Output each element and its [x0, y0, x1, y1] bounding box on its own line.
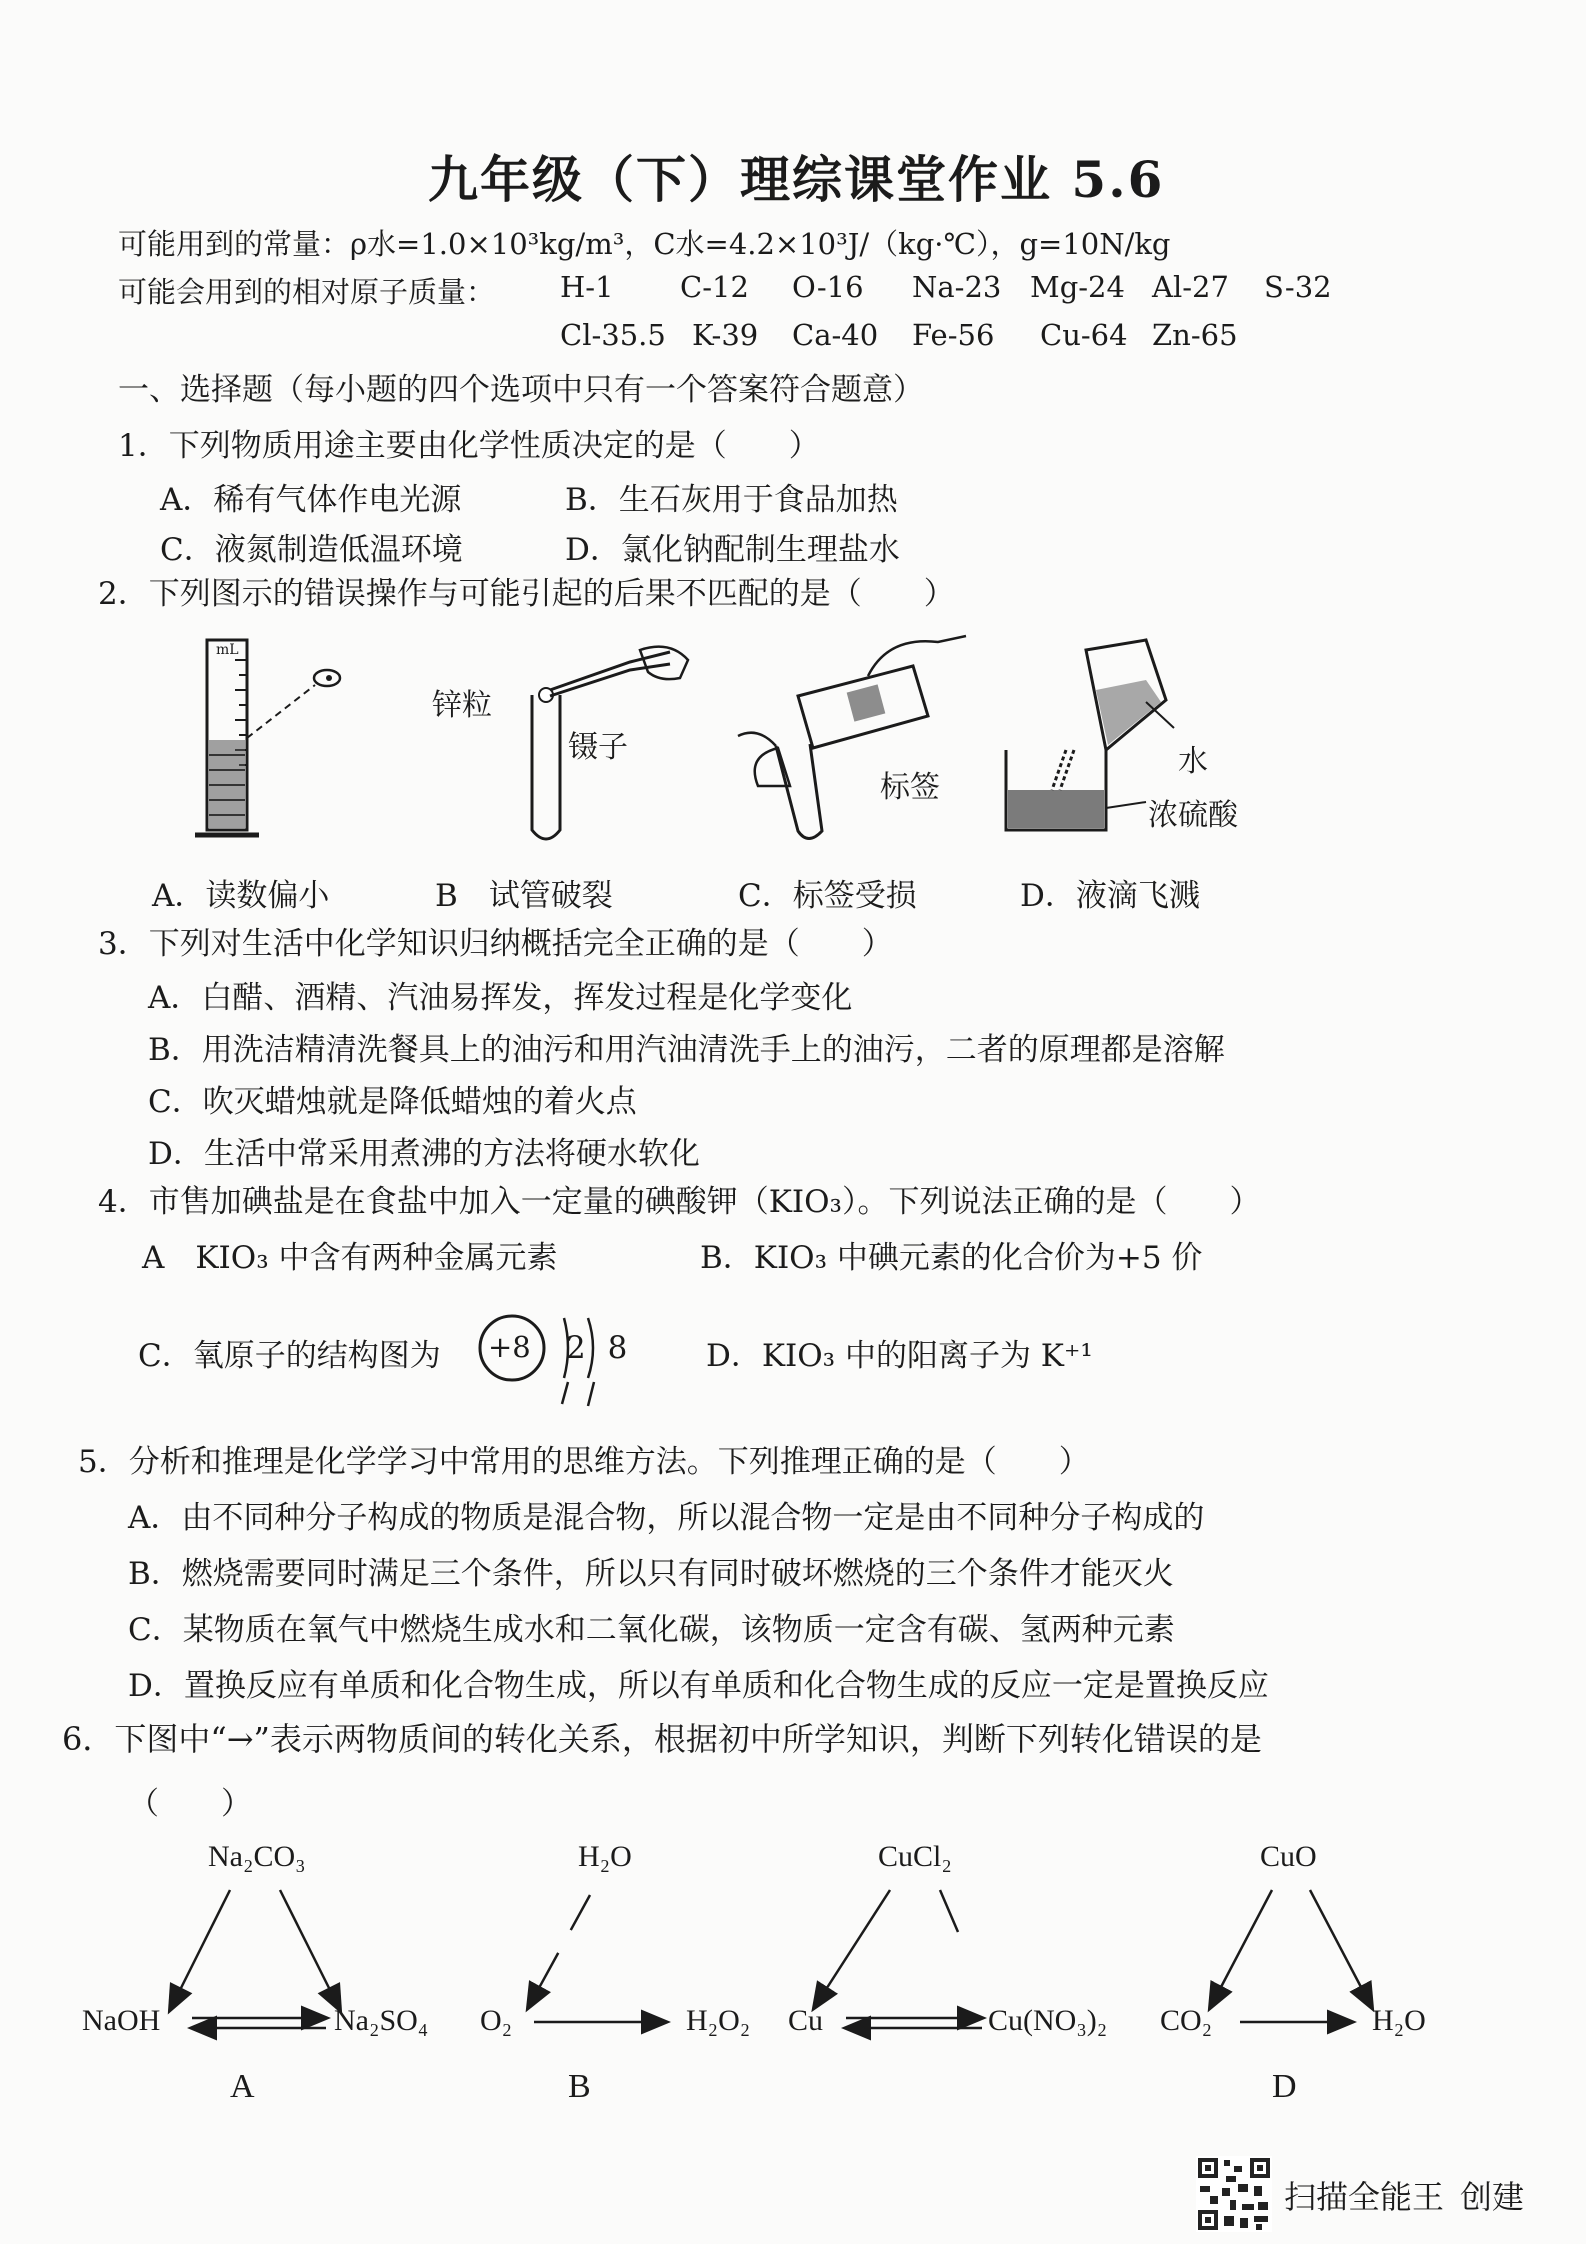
- q4-option-b: B．KIO₃ 中碘元素的化合价为+5 价: [700, 1240, 1203, 1276]
- q1-option-c: C．液氮制造低温环境: [160, 532, 463, 568]
- atomic-mass-row2-4: Cu-64: [1040, 318, 1128, 352]
- q2-option-d: D．液滴飞溅: [1020, 878, 1200, 914]
- q3-option-a: A．白醋、酒精、汽油易挥发，挥发过程是化学变化: [148, 980, 853, 1016]
- q5-stem: 5．分析和推理是化学学习中常用的思维方法。下列推理正确的是（ ）: [78, 1444, 1090, 1480]
- watermark-brand: 扫描全能王: [1284, 2178, 1445, 2216]
- diagram-b-tag: B: [568, 2068, 591, 2105]
- atomic-mass-label: 可能会用到的相对原子质量：: [118, 275, 496, 309]
- q4-stem: 4．市售加碘盐是在食盐中加入一定量的碘酸钾（KIO₃）。下列说法正确的是（ ）: [98, 1184, 1261, 1220]
- q5-option-c: C．某物质在氧气中燃烧生成水和二氧化碳，该物质一定含有碳、氢两种元素: [128, 1612, 1175, 1648]
- graduated-cylinder-figure: [195, 630, 395, 854]
- section-heading: 一、选择题（每小题的四个选项中只有一个答案符合题意）: [118, 372, 924, 408]
- atomic-mass-2: O-16: [792, 270, 864, 304]
- q5-option-d: D．置换反应有单质和化合物生成，所以有单质和化合物生成的反应一定是置换反应: [128, 1668, 1269, 1704]
- q5-option-b: B．燃烧需要同时满足三个条件，所以只有同时破坏燃烧的三个条件才能灭火: [128, 1556, 1174, 1592]
- diagram-d-tag: D: [1272, 2068, 1297, 2105]
- diagram-c-left: Cu: [788, 2004, 824, 2037]
- cylinder-ml-label: mL: [216, 642, 239, 658]
- atomic-mass-3: Na-23: [912, 270, 1002, 304]
- q1-option-d: D．氯化钠配制生理盐水: [565, 532, 900, 568]
- q3-option-c: C．吹灭蜡烛就是降低蜡烛的着火点: [148, 1084, 637, 1120]
- q1-stem: 1．下列物质用途主要由化学性质决定的是（ ）: [118, 428, 820, 464]
- q1-option-b: B．生石灰用于食品加热: [565, 482, 898, 518]
- q4-option-d: D．KIO₃ 中的阳离子为 K⁺¹: [706, 1338, 1093, 1374]
- watermark-suffix: 创建: [1460, 2178, 1525, 2216]
- atom-shells-label: 2 8: [566, 1330, 634, 1366]
- diagram-d-top: CuO: [1260, 1840, 1317, 1873]
- diagram-c-right: Cu(NO₃)₂: [988, 2004, 1108, 2037]
- acid-label: 浓硫酸: [1148, 798, 1238, 833]
- diagram-b-left: O₂: [480, 2004, 513, 2037]
- q1-option-a: A．稀有气体作电光源: [160, 482, 462, 518]
- qr-code-icon: [1196, 2156, 1272, 2236]
- atomic-mass-5: Al-27: [1152, 270, 1229, 304]
- diagram-d-left: CO₂: [1160, 2004, 1213, 2037]
- q3-option-b: B．用洗洁精清洗餐具上的油污和用汽油清洗手上的油污，二者的原理都是溶解: [148, 1032, 1225, 1068]
- atomic-mass-row2-1: K-39: [692, 318, 759, 352]
- diagram-a-tag: A: [230, 2068, 255, 2105]
- atom-nucleus-label: +8: [488, 1330, 531, 1364]
- diagram-b-right: H₂O₂: [686, 2004, 751, 2037]
- reagent-label-label: 标签: [880, 770, 940, 805]
- atomic-mass-0: H-1: [560, 270, 614, 304]
- atomic-mass-row2-0: Cl-35.5: [560, 318, 666, 352]
- q4-option-c: C．氧原子的结构图为: [138, 1338, 441, 1374]
- constants-line: 可能用到的常量：ρ水=1.0×10³kg/m³，C水=4.2×10³J/（kg·℃），g=10N/kg: [118, 227, 1171, 261]
- q2-stem: 2．下列图示的错误操作与可能引起的后果不匹配的是（ ）: [98, 576, 955, 612]
- atomic-mass-6: S-32: [1264, 270, 1332, 304]
- water-label: 水: [1178, 744, 1208, 779]
- q6-stem: 6．下图中“→”表示两物质间的转化关系，根据初中所学知识，判断下列转化错误的是: [62, 1720, 1262, 1758]
- diagram-a-right: Na₂SO₄: [334, 2004, 429, 2037]
- atomic-mass-row2-5: Zn-65: [1152, 318, 1238, 352]
- atomic-mass-1: C-12: [680, 270, 749, 304]
- page-title: 九年级（下）理综课堂作业 5.6: [428, 150, 1165, 209]
- q5-option-a: A．由不同种分子构成的物质是混合物，所以混合物一定是由不同种分子构成的: [128, 1500, 1205, 1536]
- q4-option-a: A KIO₃ 中含有两种金属元素: [142, 1240, 558, 1276]
- atomic-mass-row2-3: Fe-56: [912, 318, 995, 352]
- diagram-b-top: H₂O: [578, 1840, 632, 1873]
- q2-option-a: A．读数偏小: [152, 878, 330, 914]
- tweezers-label: 镊子: [568, 730, 628, 765]
- atomic-mass-row2-2: Ca-40: [792, 318, 879, 352]
- q3-option-d: D．生活中常采用煮沸的方法将硬水软化: [148, 1136, 700, 1172]
- diagram-d-right: H₂O: [1372, 2004, 1426, 2037]
- diagram-a-left: NaOH: [82, 2004, 161, 2037]
- diagram-a-top: Na₂CO₃: [208, 1840, 306, 1873]
- reagent-pouring-figure: [738, 636, 968, 850]
- q2-option-c: C．标签受损: [738, 878, 917, 914]
- zinc-label: 锌粒: [432, 688, 492, 723]
- q2-option-b: B 试管破裂: [435, 878, 613, 914]
- atomic-mass-4: Mg-24: [1030, 270, 1125, 304]
- diagram-c-top: CuCl₂: [878, 1840, 952, 1873]
- q3-stem: 3．下列对生活中化学知识归纳概括完全正确的是（ ）: [98, 926, 893, 962]
- q6-answer-paren: （ ）: [128, 1786, 252, 1822]
